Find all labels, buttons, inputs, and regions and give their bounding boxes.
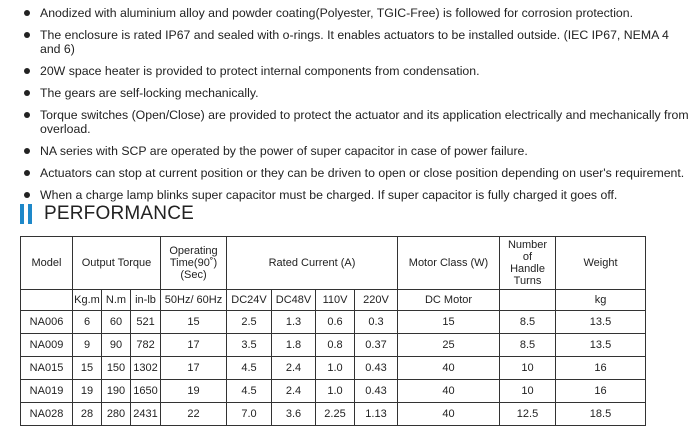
table-cell: 0.3 (355, 311, 398, 334)
subheader-cell: kg (556, 290, 646, 311)
header-rated-current: Rated Current (A) (227, 237, 398, 290)
table-cell: 3.6 (272, 403, 316, 426)
table-cell: 17 (161, 334, 227, 357)
feature-item: The gears are self-locking mechanically. (20, 86, 690, 100)
table-cell: 521 (131, 311, 161, 334)
table-cell: 16 (556, 357, 646, 380)
feature-item: When a charge lamp blinks super capacitor must be charged. If super capacitor is fully charged it goes off. (20, 188, 690, 202)
table-cell: 60 (102, 311, 131, 334)
feature-item: Torque switches (Open/Close) are provided to protect the actuator and its application electrically and mechanically from overload. (20, 108, 690, 136)
subheader-cell: Kg.m (73, 290, 102, 311)
table-cell: NA009 (21, 334, 73, 357)
feature-item: NA series with SCP are operated by the power of super capacitor in case of power failure. (20, 144, 690, 158)
feature-item: Anodized with aluminium alloy and powder coating(Polyester, TGIC-Free) is followed for corrosion protection. (20, 6, 690, 20)
table-cell: 150 (102, 357, 131, 380)
table-row (21, 357, 646, 380)
table-cell: 6 (73, 311, 102, 334)
table-cell: 1.8 (272, 334, 316, 357)
table-cell: 190 (102, 380, 131, 403)
table-cell: 13.5 (556, 334, 646, 357)
table-cell: 1.3 (272, 311, 316, 334)
table-cell: 782 (131, 334, 161, 357)
table-cell: 90 (102, 334, 131, 357)
subheader-cell: 110V (316, 290, 355, 311)
feature-list (20, 6, 690, 210)
feature-item: The enclosure is rated IP67 and sealed with o-rings. It enables actuators to be installed outside. (IEC IP67, NEMA 4 and 6) (20, 28, 690, 56)
subheader-empty (500, 290, 556, 311)
header-weight: Weight (556, 237, 646, 290)
section-accent-bar (20, 204, 24, 224)
table-header-row (21, 237, 646, 290)
table-cell: 10 (500, 380, 556, 403)
feature-item: Actuators can stop at current position or they can be driven to open or close position depending on user's requirement. (20, 166, 690, 180)
table-cell: 13.5 (556, 311, 646, 334)
table-cell: 1302 (131, 357, 161, 380)
table-cell: 28 (73, 403, 102, 426)
subheader-cell: 50Hz/ 60Hz (161, 290, 227, 311)
performance-table (20, 236, 646, 426)
table-cell: NA006 (21, 311, 73, 334)
table-cell: 25 (398, 334, 500, 357)
table-cell: 3.5 (227, 334, 272, 357)
subheader-cell: DC24V (227, 290, 272, 311)
table-cell: 15 (398, 311, 500, 334)
header-operating-time: Operating Time(90˚) (Sec) (161, 237, 227, 290)
table-cell: 2431 (131, 403, 161, 426)
table-cell: 40 (398, 380, 500, 403)
table-cell: 4.5 (227, 357, 272, 380)
table-cell: 2.5 (227, 311, 272, 334)
table-cell: 0.43 (355, 357, 398, 380)
table-row (21, 311, 646, 334)
table-cell: 1.13 (355, 403, 398, 426)
section-heading (20, 202, 194, 226)
header-handle-turns: Number of Handle Turns (500, 237, 556, 290)
table-cell: NA015 (21, 357, 73, 380)
subheader-cell: 220V (355, 290, 398, 311)
table-cell: 1.0 (316, 380, 355, 403)
table-cell: 1.0 (316, 357, 355, 380)
header-model: Model (21, 237, 73, 290)
table-cell: NA019 (21, 380, 73, 403)
table-cell: 0.37 (355, 334, 398, 357)
table-cell: 19 (73, 380, 102, 403)
table-row (21, 334, 646, 357)
table-cell: NA028 (21, 403, 73, 426)
table-cell: 22 (161, 403, 227, 426)
table-cell: 2.25 (316, 403, 355, 426)
subheader-empty (21, 290, 73, 311)
table-cell: 0.43 (355, 380, 398, 403)
header-motor-class: Motor Class (W) (398, 237, 500, 290)
section-title: PERFORMANCE (44, 203, 194, 224)
subheader-cell: N.m (102, 290, 131, 311)
table-cell: 17 (161, 357, 227, 380)
feature-item: 20W space heater is provided to protect internal components from condensation. (20, 64, 690, 78)
subheader-cell: DC48V (272, 290, 316, 311)
table-row (21, 403, 646, 426)
table-cell: 16 (556, 380, 646, 403)
table-cell: 19 (161, 380, 227, 403)
section-accent-bar (28, 204, 32, 224)
table-cell: 9 (73, 334, 102, 357)
table-cell: 8.5 (500, 311, 556, 334)
table-cell: 12.5 (500, 403, 556, 426)
table-cell: 0.8 (316, 334, 355, 357)
table-cell: 40 (398, 403, 500, 426)
table-cell: 10 (500, 357, 556, 380)
subheader-cell: in-lb (131, 290, 161, 311)
table-cell: 4.5 (227, 380, 272, 403)
table-cell: 1650 (131, 380, 161, 403)
table-cell: 40 (398, 357, 500, 380)
table-subheader-row (21, 290, 646, 311)
table-cell: 8.5 (500, 334, 556, 357)
subheader-cell: DC Motor (398, 290, 500, 311)
table-cell: 280 (102, 403, 131, 426)
table-cell: 7.0 (227, 403, 272, 426)
table-body (21, 311, 646, 426)
table-cell: 0.6 (316, 311, 355, 334)
table-cell: 2.4 (272, 380, 316, 403)
table-cell: 2.4 (272, 357, 316, 380)
table-cell: 15 (161, 311, 227, 334)
table-row (21, 380, 646, 403)
table-cell: 18.5 (556, 403, 646, 426)
table-cell: 15 (73, 357, 102, 380)
header-output-torque: Output Torque (73, 237, 161, 290)
